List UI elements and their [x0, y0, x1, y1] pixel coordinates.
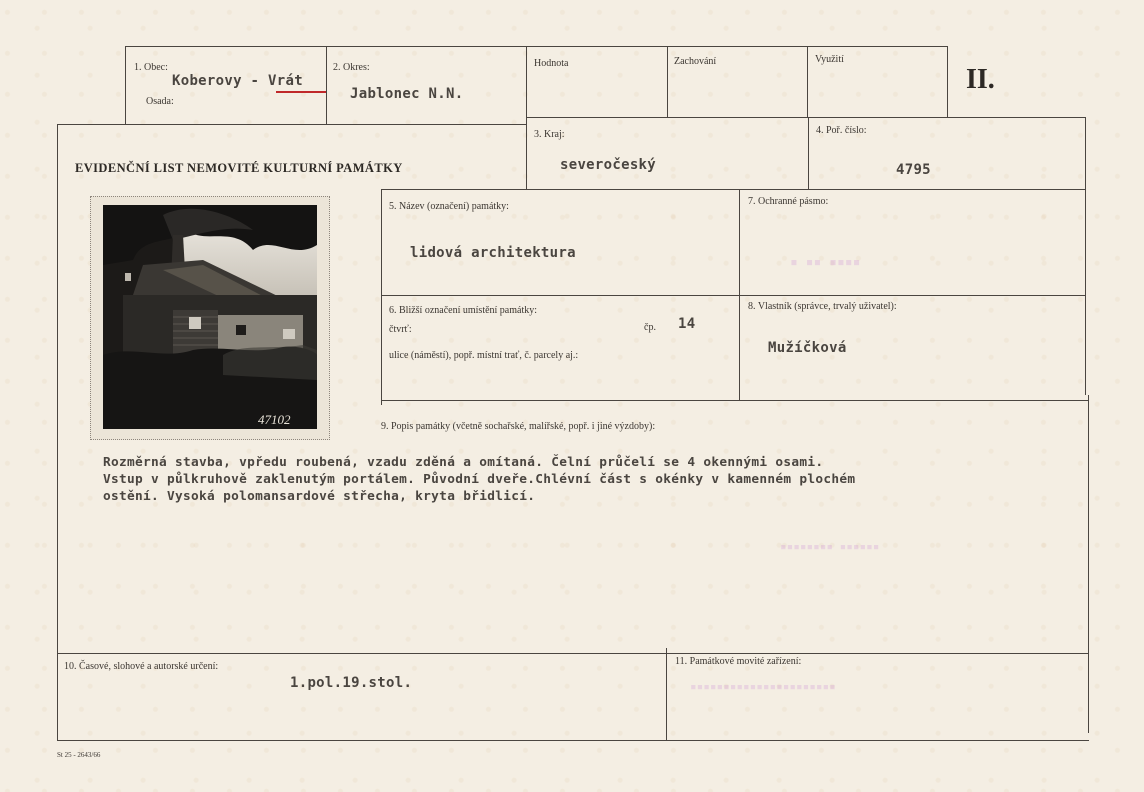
kraj-label: 3. Kraj: — [534, 129, 565, 140]
okres-label: 2. Okres: — [333, 62, 370, 73]
popis-line: ostění. Vysoká polomansardové střecha, kryta břidlicí. — [103, 489, 536, 504]
divider-fields-row — [381, 295, 1086, 296]
divider-kraj-cislo — [808, 117, 809, 189]
main-top-right-border — [526, 117, 1086, 118]
divider-popis-bottom — [57, 653, 1089, 654]
red-underline — [276, 91, 326, 93]
ulice-label: ulice (náměstí), popř. místní trať, č. parcely aj.: — [389, 350, 579, 361]
top-right-border — [947, 46, 948, 118]
house-photo — [103, 205, 317, 429]
divider-okres-hodnota — [526, 46, 527, 124]
obec-label: 1. Obec: — [134, 62, 168, 73]
form-title: EVIDENČNÍ LIST NEMOVITÉ KULTURNÍ PAMÁTKY — [75, 161, 403, 175]
cp-value: 14 — [678, 316, 696, 332]
nazev-value: lidová architektura — [410, 245, 576, 261]
nazev-label: 5. Název (označení) památky: — [389, 201, 509, 212]
photo-number: 47102 — [258, 412, 291, 427]
fields-left-border — [381, 189, 382, 405]
main-left-border — [57, 124, 58, 740]
divider-title-kraj — [526, 117, 527, 189]
divider-obec-okres — [326, 46, 327, 124]
popis-text — [103, 454, 855, 505]
top-border — [125, 46, 948, 47]
casove-value: 1.pol.19.stol. — [290, 675, 413, 691]
okres-value: Jablonec N.N. — [350, 86, 464, 102]
divider-bottom-cells — [666, 648, 667, 740]
zachovani-label: Zachování — [674, 56, 717, 67]
main-right-border-upper — [1085, 117, 1086, 395]
zarizeni-label: 11. Památkové movité zařízení: — [675, 656, 802, 667]
hodnota-label: Hodnota — [534, 58, 569, 69]
obec-value: Koberovy - Vrát — [172, 73, 303, 89]
house-photo-image — [103, 205, 317, 429]
main-bottom-border — [57, 740, 1089, 741]
fields-bottom-line — [381, 400, 1088, 401]
faint-stamp: ▪▪▪▪▪▪▪▪▪▪▪▪▪▪▪▪▪▪▪▪▪▪ — [690, 680, 836, 693]
header-bottom-line — [381, 189, 1086, 190]
kraj-value: severočeský — [560, 157, 657, 173]
corner-mark: II. — [966, 64, 995, 95]
main-right-border-lower — [1088, 395, 1089, 733]
print-code: St 25 - 2643/66 — [57, 751, 101, 759]
osada-label: Osada: — [146, 96, 174, 107]
main-top-left-border — [57, 124, 527, 125]
vlastnik-label: 8. Vlastník (správce, trvalý uživatel): — [748, 301, 897, 312]
popis-line: Rozměrná stavba, vpředu roubená, vzadu zděná a omítaná. Čelní průčelí se 4 okennými osami. — [103, 455, 824, 470]
popis-line: Vstup v půlkruhově zaklenutým portálem. Původní dveře.Chlévní část s okénky v kamenném plochém — [103, 472, 856, 487]
photo-frame — [90, 196, 330, 440]
top-left-border — [125, 46, 126, 124]
divider-zachovani-vyuziti — [807, 46, 808, 118]
faint-stamp: ▪▪▪▪▪▪▪▪ ▪▪▪▪▪▪ — [780, 540, 880, 553]
cp-label: čp. — [644, 322, 656, 333]
faint-stamp-date: ▪ ▪▪ ▪▪▪▪ — [790, 255, 861, 270]
vyuziti-label: Využití — [815, 54, 844, 65]
popis-label: 9. Popis památky (včetně sochařské, malířské, popř. i jiné výzdoby): — [381, 421, 656, 432]
vlastnik-value: Mužíčková — [768, 340, 847, 356]
poradove-cislo-label: 4. Poř. číslo: — [816, 125, 867, 136]
poradove-cislo-value: 4795 — [896, 162, 931, 178]
umisteni-label: 6. Bližší označení umístění památky: — [389, 305, 538, 316]
ochranne-pasmo-label: 7. Ochranné pásmo: — [748, 196, 829, 207]
ctvrt-label: čtvrť: — [389, 324, 412, 335]
divider-hodnota-zachovani — [667, 46, 668, 118]
casove-label: 10. Časové, slohové a autorské určení: — [64, 661, 219, 672]
